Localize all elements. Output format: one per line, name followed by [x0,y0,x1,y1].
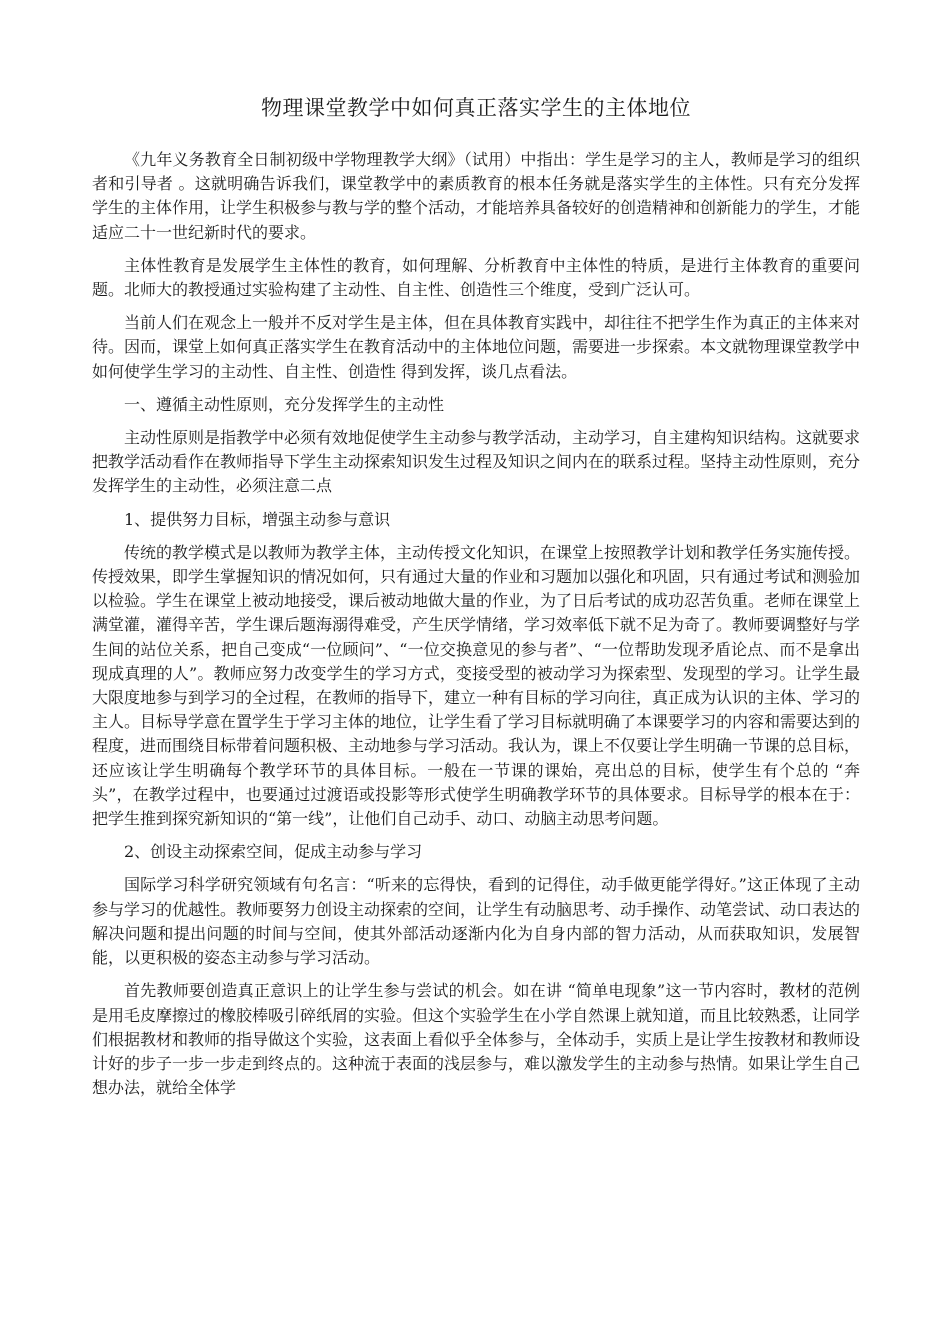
subsection-heading-2: 2、创设主动探索空间，促成主动参与学习 [124,842,423,862]
subsection-2-paragraph-2: 首先教师要创造真正意识上的让学生参与尝试的机会。如在讲 “简单电现象”这一节内容时，教材的范例是用毛皮摩擦过的橡胶棒吸引碎纸屑的实验。但这个实验学生在小学自然课上就知道，而且比较熟悉，让同学们根据教材和教师的指导做这个实验，这表面上看似乎全体参与，全体动手，实质上是让学生按教材和教师设计好的步子一步一步走到终点的。这种流于表面的浅层参与，难以激发学生的主动参与热情。如果让学生自己想办法，就给全体学 [92,981,861,1098]
section-heading-1: 一、遵循主动性原则，充分发挥学生的主动性 [124,394,445,414]
subsection-1-paragraph: 传统的教学模式是以教师为教学主体，主动传授文化知识，在课堂上按照教学计划和教学任务实施传授。传授效果，即学生掌握知识的情况如何，只有通过大量的作业和习题加以强化和巩固，只有通过考试和测验加以检验。学生在课堂上被动地接受，课后被动地做大量的作业，为了日后考试的成功忍苦负重。老师在课堂上满堂灌，灌得辛苦，学生课后题海溺得难受，产生厌学情绪，学习效率低下就不足为奇了。教师要调整好与学生间的站位关系，把自己变成“一位顾问”、“一位交换意见的参与者”、“一位帮助发现矛盾论点、而不是拿出现成真理的人”。教师应努力改变学生的学习方式，变接受型的被动学习为探索型、发现型的学习。让学生最大限度地参与到学习的全过程，在教师的指导下，建立一种有目标的学习向往，真正成为认识的主体、学习的主人。目标导学意在置学生于学习主体的地位，让学生看了学习目标就明确了本课要学习的内容和需要达到的程度，进而围绕目标带着问题积极、主动地参与学习活动。我认为，课上不仅要让学生明确一节课的总目标，还应该让学生明确每个教学环节的具体目标。一般在一节课的课始，亮出总的目标，使学生有个总的 “奔头”，在教学过程中，也要通过过渡语或投影等形式使学生明确教学环节的具体要求。目标导学的根本在于：把学生推到探究新知识的“第一线”，让他们自己动手、动口、动脑主动思考问题。 [92,542,861,829]
subsection-heading-1: 1、提供努力目标，增强主动参与意识 [124,509,391,529]
intro-paragraph-2: 主体性教育是发展学生主体性的教育，如何理解、分析教育中主体性的特质，是进行主体教育的重要问题。北师大的教授通过实验构建了主动性、自主性、创造性三个维度，受到广泛认可。 [92,255,860,300]
document-page [92,92,860,1109]
intro-paragraph-1: 《九年义务教育全日制初级中学物理教学大纲》（试用）中指出：学生是学习的主人，教师是学习的组织者和引导者 。这就明确告诉我们，课堂教学中的素质教育的根本任务就是落实学生的主体性。只有充分发挥学生的主体作用，让学生积极参与教与学的整个活动，才能培养具备较好的创造精神和创新能力的学生，才能适应二十一世纪新时代的要求。 [92,150,861,242]
intro-paragraph-3: 当前人们在观念上一般并不反对学生是主体，但在具体教育实践中，却往往不把学生作为真正的主体来对待。因而，课堂上如何真正落实学生在教育活动中的主体地位问题，需要进一步探索。本文就物理课堂教学中如何使学生学习的主动性、自主性、创造性 得到发挥，谈几点看法。 [92,313,861,381]
section-1-paragraph: 主动性原则是指教学中必须有效地促使学生主动参与教学活动，主动学习，自主建构知识结构。这就要求把教学活动看作在教师指导下学生主动探索知识发生过程及知识之间内在的联系过程。坚持主动性原则，充分发挥学生的主动性，必须注意二点 [92,428,861,496]
document-title: 物理课堂教学中如何真正落实学生的主体地位 [261,96,691,120]
subsection-2-paragraph-1: 国际学习科学研究领域有句名言：“听来的忘得快，看到的记得住，动手做更能学得好。”这正体现了主动参与学习的优越性。教师要努力创设主动探索的空间，让学生有动脑思考、动手操作、动笔尝试、动口表达的解决问题和提出问题的时间与空间，使其外部活动逐渐内化为自身内部的智力活动，从而获取知识，发展智能，以更积极的姿态主动参与学习活动。 [92,875,861,968]
